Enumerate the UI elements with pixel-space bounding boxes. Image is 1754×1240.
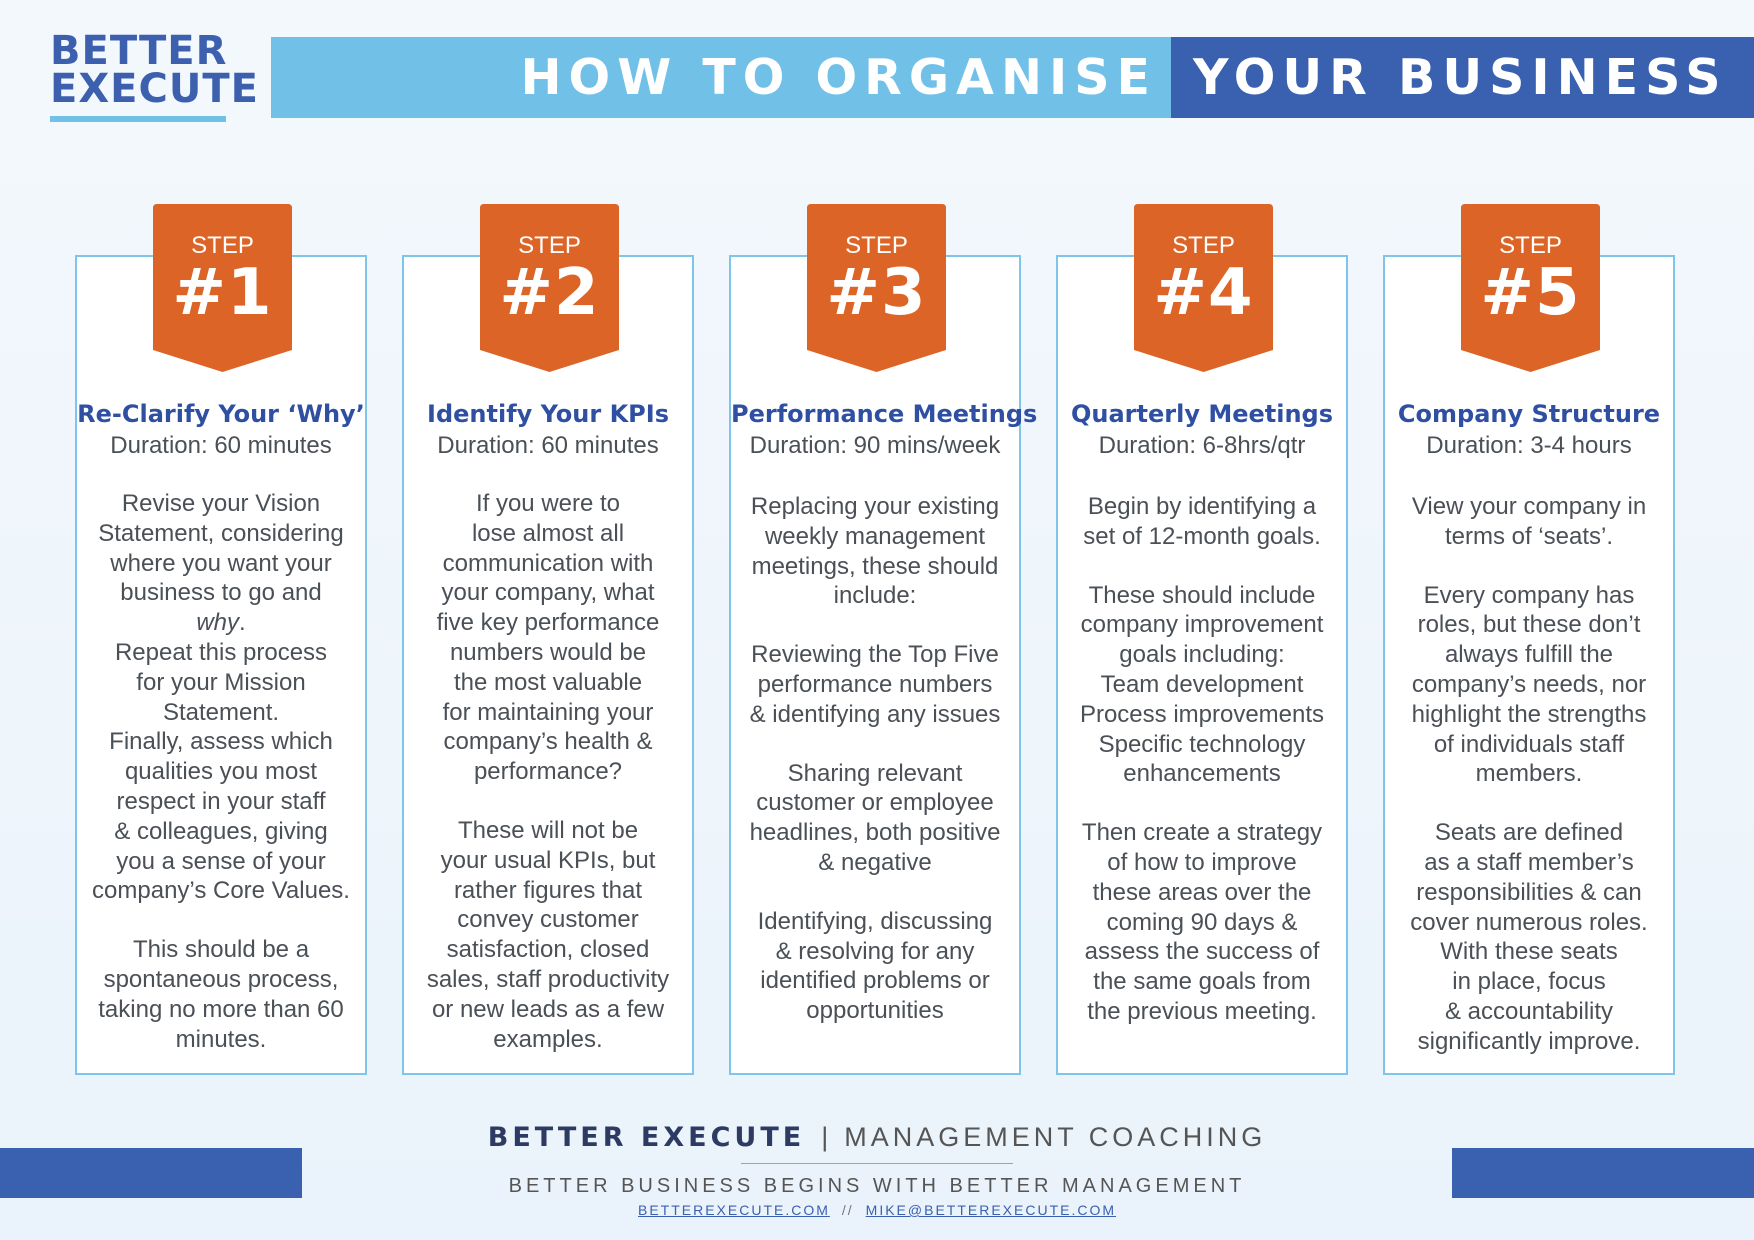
step-body (1058, 492, 1346, 1027)
step-paragraph: Every company has roles, but these don’t always fulfill the company’s needs, nor highlight the strengths of individuals staff members. (1411, 581, 1647, 788)
step-body (1385, 492, 1673, 1057)
step-card-1 (75, 255, 367, 1075)
step-badge-1 (153, 204, 292, 372)
logo-line-2: EXECUTE (50, 66, 259, 112)
footer-divider (741, 1163, 1013, 1164)
step-card-2 (402, 255, 694, 1075)
step-card-3 (729, 255, 1038, 1075)
step-paragraph: These will not be your usual KPIs, but rather figures that convey customer satisfaction, closed sales, staff productivity or new leads as a few examples. (426, 816, 670, 1053)
step-number: #5 (1480, 256, 1581, 330)
step-badge-3 (807, 204, 946, 372)
step-label: STEP (518, 232, 581, 259)
step-number: #4 (1153, 256, 1254, 330)
step-duration: Duration: 60 minutes (437, 432, 659, 459)
step-paragraph: Replacing your existing weekly management meetings, these should include: (750, 493, 1000, 610)
step-body (731, 492, 1019, 1026)
step-emphasis: why (196, 609, 239, 637)
step-duration: Duration: 6-8hrs/qtr (1098, 432, 1306, 459)
step-badge-5 (1461, 204, 1600, 372)
step-number: #1 (172, 256, 273, 330)
step-paragraph: If you were to lose almost all communication with your company, what five key performance numbers would be the most valuable for maintaining your company’s health & performance? (436, 490, 660, 786)
step-badge-2 (480, 204, 619, 372)
footer-links (0, 1202, 1754, 1218)
step-duration: Duration: 60 minutes (110, 432, 332, 459)
step-title: Quarterly Meetings (1070, 400, 1334, 428)
step-label: STEP (191, 232, 254, 259)
step-paragraph: These should include company improvement goals including: Team development Process improvements Specific technology enhancements (1079, 581, 1325, 788)
step-paragraph: Reviewing the Top Five performance numbers & identifying any issues (749, 641, 1001, 728)
footer-separator: | (821, 1122, 829, 1152)
step-paragraph: Revise your Vision Statement, considering where you want your business to go and why. (98, 490, 344, 637)
logo-underline (50, 116, 226, 122)
title-banner (271, 37, 1754, 118)
step-title: Identify Your KPIs (427, 400, 669, 428)
email-link[interactable]: MIKE@BETTEREXECUTE.COM (865, 1202, 1117, 1218)
logo-line-1: BETTER (50, 28, 228, 74)
step-body (404, 489, 692, 1054)
step-paragraph: Then create a strategy of how to improve these areas over the coming 90 days & assess the success of the same goals from the previous meeting. (1081, 819, 1323, 1025)
footer-slogan: BETTER BUSINESS BEGINS WITH BETTER MANAGEMENT (508, 1175, 1246, 1197)
footer-brand: BETTER EXECUTE (487, 1122, 806, 1153)
step-label: STEP (1499, 232, 1562, 259)
step-paragraph: Seats are defined as a staff member’s responsibilities & can cover numerous roles. With these seats in place, focus & accountability significantly improve. (1410, 819, 1648, 1055)
step-number: #3 (826, 256, 927, 330)
step-paragraph: Begin by identifying a set of 12-month goals. (1083, 493, 1321, 550)
step-duration: Duration: 90 mins/week (749, 432, 1001, 459)
step-paragraph: View your company in terms of ‘seats’. (1411, 493, 1647, 550)
step-title: Performance Meetings (731, 400, 1038, 428)
banner-left (271, 37, 1171, 118)
step-text: Revise your Vision Statement, considering where you want your business to go and (98, 490, 344, 607)
footer-tagline: MANAGEMENT COACHING (844, 1122, 1267, 1152)
step-card-5 (1383, 255, 1675, 1075)
footer-brand-line (0, 1122, 1754, 1153)
banner-title-part-2: YOUR BUSINESS (1193, 49, 1728, 106)
step-duration: Duration: 3-4 hours (1426, 432, 1632, 459)
step-title: Re-Clarify Your ‘Why’ (77, 400, 365, 428)
step-badge-4 (1134, 204, 1273, 372)
step-title: Company Structure (1397, 400, 1661, 428)
step-paragraph: Repeat this process for your Mission Statement. Finally, assess which qualities you most respect in your staff & colleagues, giving you a sense of your company’s Core Values. (92, 638, 350, 905)
banner-right (1171, 37, 1754, 118)
banner-title-part-1: HOW TO ORGANISE (520, 49, 1157, 106)
step-card-4 (1056, 255, 1348, 1075)
step-body (77, 489, 365, 1054)
footer-link-separator: // (841, 1202, 854, 1218)
step-paragraph: Sharing relevant customer or employee headlines, both positive & negative (749, 759, 1001, 876)
step-label: STEP (1172, 232, 1235, 259)
step-paragraph: Identifying, discussing & resolving for any identified problems or opportunities (757, 907, 993, 1025)
logo (50, 28, 259, 122)
website-link[interactable]: BETTEREXECUTE.COM (637, 1202, 830, 1218)
step-label: STEP (845, 232, 908, 259)
step-number: #2 (499, 256, 600, 330)
step-paragraph: This should be a spontaneous process, taking no more than 60 minutes. (98, 936, 344, 1053)
